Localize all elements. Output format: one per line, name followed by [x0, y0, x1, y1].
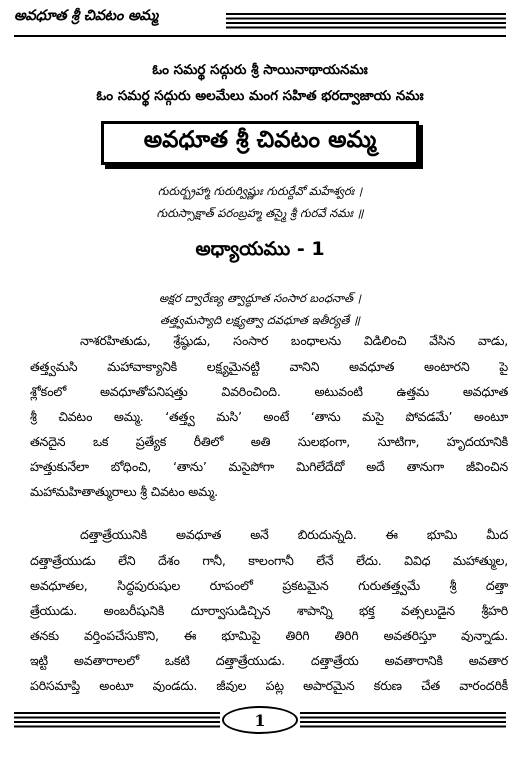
- footer-decorative-rule-right: [300, 712, 506, 728]
- running-title: అవధూత శ్రీ చివటం అమ్మ: [14, 8, 158, 24]
- paragraph-2-line-6: ఇట్టి అవతారాలలో ఒకటి దత్తాత్రేయుడు. దత్తాత్రేయ అవతారానికి అవతార: [30, 653, 508, 668]
- title-box: [101, 121, 419, 165]
- guru-verse-line-2: గురుస్సాక్షాత్ పరంబ్రహ్మ తస్మై శ్రీ గురవే నమః ॥: [156, 206, 364, 220]
- paragraph-2-line-1: దత్తాత్రేయునికి అవధూత అనే బిరుదున్నది. ఈ భూమి మీద: [80, 527, 508, 542]
- paragraph-2-line-5: తనకు వర్తింపచేసుకొని, ఈ భూమిపై తిరిగి తిరిగి అవతరిస్తూ వున్నాడు.: [30, 628, 508, 643]
- avadhuta-verse-line-1: అక్షర ద్వారేణ్య త్వాద్ధూత సంసార బంధనాత్ ।: [158, 291, 362, 305]
- paragraph-1-line-5: తనదైన ఒక ప్రత్యేక రీతిలో అతి సులభంగా, సూటిగా, హృదయానికి: [30, 434, 508, 449]
- paragraph-1-line-2: తత్త్వమసి మహావాక్యానికి లక్ష్యమైనట్టి వానిని అవధూత అంటారని పై: [30, 359, 508, 374]
- invocation-line-1: ఓం సమర్థ సద్గురు శ్రీ సాయినాథాయనమః: [152, 62, 368, 78]
- chapter-heading: అధ్యాయము - 1: [195, 238, 325, 260]
- page-number: 1: [222, 706, 298, 734]
- guru-verse-line-1: గురుర్బ్రహ్మా గురుర్విష్ణుః గురుర్దేవో మహేశ్వరః ।: [157, 184, 363, 198]
- paragraph-2-line-3: అవధూతల, సిద్ధపురుషుల రూపంలో ప్రకటమైన గురుతత్త్వమే శ్రీ దత్తా: [30, 578, 508, 593]
- paragraph-1-line-3: శ్లోకంలో అవధూతోపనిషత్తు వివరించింది. అటువంటి ఉత్తమ అవధూత: [30, 384, 508, 399]
- avadhuta-verse-line-2: తత్త్వమస్యాది లక్ష్యత్వా దవధూత ఇతీర్యతే ॥: [160, 313, 360, 327]
- page-footer: [14, 706, 506, 742]
- paragraph-1-line-4: శ్రీ చివటం అమ్మ. ‘తత్త్వ మసి’ అంటే ‘తాను మసై పోవడమే’ అంటూ: [30, 409, 508, 424]
- header-decorative-rule: [226, 13, 506, 29]
- paragraph-2-line-4: త్రేయుడు. అంబరీషునికి దూర్వాసుడిచ్చిన శాపాన్ని భక్త వత్సలుడైన శ్రీహరి: [30, 603, 508, 618]
- running-header: [14, 6, 506, 38]
- page-title: అవధూత శ్రీ చివటం అమ్మ: [143, 127, 377, 153]
- header-underline: [14, 35, 506, 37]
- paragraph-1-line-1: నాశరహితుడు, శ్రేష్ఠుడు, సంసార బంధాలను విడిలించి వేసిన వాడు,: [80, 333, 508, 348]
- paragraph-2-line-7: పరిసమాప్తి అంటూ వుండదు. జీవుల పట్ల అపారమైన కరుణ చేత వారందరికీ: [30, 678, 508, 693]
- paragraph-2-line-2: దత్తాత్రేయుడు లేని దేశం గానీ, కాలంగానీ లేనే లేదు. వివిధ మహాత్ముల,: [30, 553, 508, 568]
- invocation-line-2: ఓం సమర్థ సద్గురు అలమేలు మంగ సహిత భరద్వాజాయ నమః: [96, 88, 424, 104]
- footer-decorative-rule-left: [14, 712, 220, 728]
- paragraph-1-line-6: హత్తుకునేలా బోధించి, ‘తాను’ మసైపోగా మిగిలేదేదో అదే తానుగా జీవించిన: [30, 459, 508, 474]
- paragraph-1-line-7: మహామహితాత్మురాలు శ్రీ చివటం అమ్మ.: [30, 484, 218, 499]
